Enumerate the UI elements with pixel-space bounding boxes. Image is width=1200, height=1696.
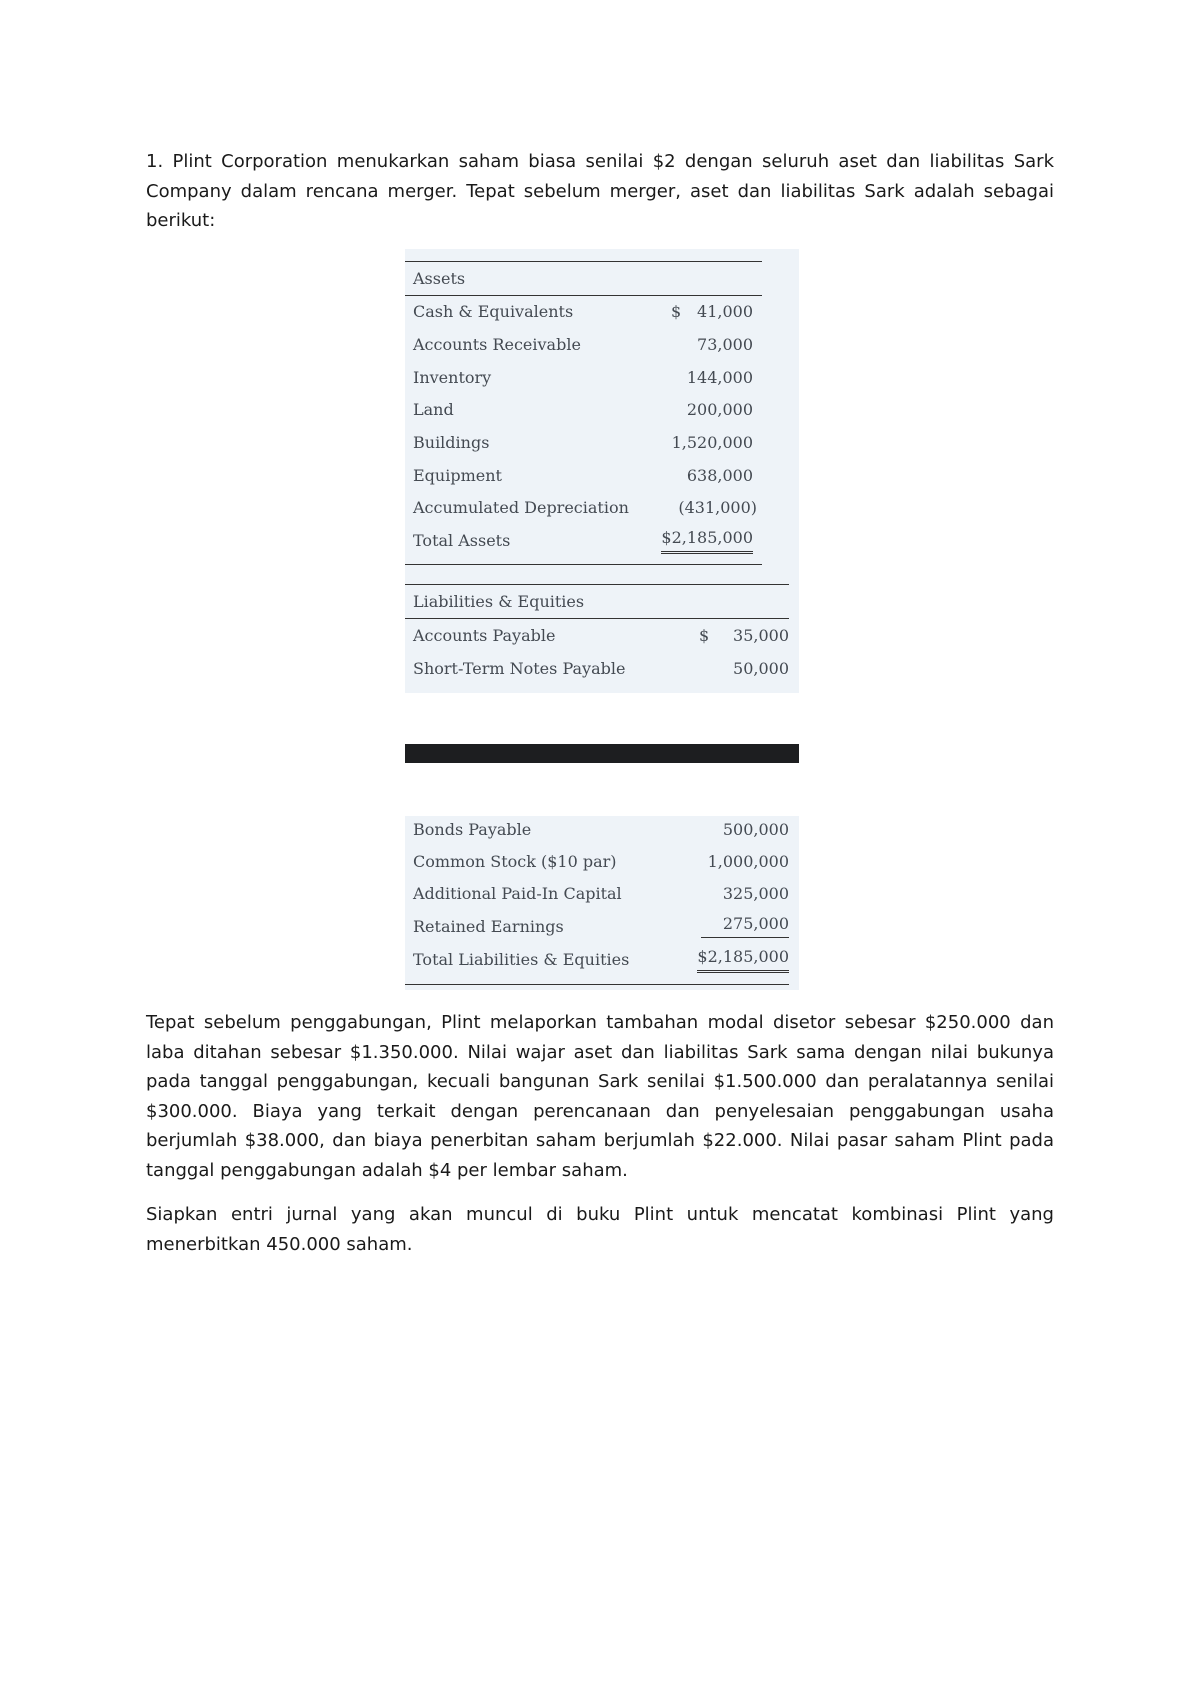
asset-amount: (431,000) <box>678 498 757 517</box>
liability-label: Bonds Payable <box>413 820 532 839</box>
total-liabilities-label: Total Liabilities & Equities <box>413 950 630 969</box>
asset-amount: 1,520,000 <box>671 433 753 452</box>
total-assets-row <box>413 525 753 557</box>
question-paragraph: Siapkan entri jurnal yang akan muncul di buku Plint untuk mencatat kombinasi Plint yang menerbitkan 450.000 saham. <box>146 1204 1054 1255</box>
total-liabilities-amount: $2,185,000 <box>697 944 789 973</box>
asset-label: Accounts Receivable <box>413 335 581 354</box>
asset-row <box>413 362 753 394</box>
liability-row <box>413 653 789 685</box>
asset-row <box>413 296 753 328</box>
liability-amount: 325,000 <box>722 884 789 903</box>
rule-above-liabilities <box>405 584 789 585</box>
balance-sheet-image-top <box>405 249 799 693</box>
asset-row <box>413 427 753 459</box>
asset-amount: 200,000 <box>686 400 753 419</box>
asset-label: Equipment <box>413 466 502 485</box>
balance-sheet-image-bottom <box>405 816 799 990</box>
liability-row <box>413 911 789 943</box>
asset-row <box>413 460 753 492</box>
asset-label: Accumulated Depreciation <box>413 498 629 517</box>
details-paragraph: Tepat sebelum penggabungan, Plint melaporkan tambahan modal disetor sebesar $250.000 dan laba ditahan sebesar $1.350.000. Nilai wajar aset dan liabilitas Sark sama dengan nilai bukunya pada tanggal penggabungan, kecuali bangunan Sark senilai $1.500.000 dan peralatannya senilai $300.000. Biaya yang terkait dengan perencanaan dan penyelesaian penggabungan usaha berjumlah $38.000, dan biaya penerbitan saham berjumlah $22.000. Nilai pasar saham Plint pada tanggal penggabungan adalah $4 per lembar saham. <box>146 1012 1054 1181</box>
liability-row <box>413 878 789 910</box>
image-separator-bar <box>405 744 799 763</box>
liability-amount: 500,000 <box>722 820 789 839</box>
liability-amount: 1,000,000 <box>707 852 789 871</box>
asset-amount: 73,000 <box>697 335 753 354</box>
total-liabilities-row <box>413 944 789 976</box>
liability-row <box>413 620 789 652</box>
assets-heading-row <box>413 263 753 295</box>
liability-amount: 275,000 <box>701 911 789 938</box>
liability-label: Additional Paid-In Capital <box>413 884 622 903</box>
total-assets-amount: $2,185,000 <box>661 525 753 554</box>
liabilities-heading-row <box>413 586 789 618</box>
rule-top <box>405 261 762 262</box>
liability-amount: 35,000 <box>733 626 789 645</box>
asset-label: Inventory <box>413 368 492 387</box>
intro-paragraph: 1. Plint Corporation menukarkan saham biasa senilai $2 dengan seluruh aset dan liabilitas Sark Company dalam rencana merger. Tepat sebelum merger, aset dan liabilitas Sark adalah sebagai berikut: <box>146 151 1054 231</box>
liability-label: Common Stock ($10 par) <box>413 852 617 871</box>
liability-row <box>413 846 789 878</box>
liability-row <box>413 814 789 846</box>
asset-amount: 41,000 <box>697 302 753 321</box>
asset-label: Cash & Equivalents <box>413 302 574 321</box>
asset-amount: 144,000 <box>686 368 753 387</box>
liability-label: Retained Earnings <box>413 917 564 936</box>
asset-row <box>413 492 757 524</box>
rule-under-liabilities-heading <box>405 618 789 619</box>
rule-bottom <box>405 984 789 985</box>
asset-amount: 638,000 <box>686 466 753 485</box>
asset-row <box>413 329 753 361</box>
total-assets-label: Total Assets <box>413 531 511 550</box>
liability-currency: $ <box>699 626 710 645</box>
liability-amount: 50,000 <box>733 659 789 678</box>
asset-row <box>413 394 753 426</box>
asset-currency: $ <box>671 302 682 321</box>
rule-under-total-assets <box>405 564 762 565</box>
liability-label: Accounts Payable <box>413 626 556 645</box>
liability-label: Short-Term Notes Payable <box>413 659 626 678</box>
asset-label: Land <box>413 400 454 419</box>
assets-heading: Assets <box>413 269 466 288</box>
asset-label: Buildings <box>413 433 490 452</box>
liabilities-heading: Liabilities & Equities <box>413 592 585 611</box>
